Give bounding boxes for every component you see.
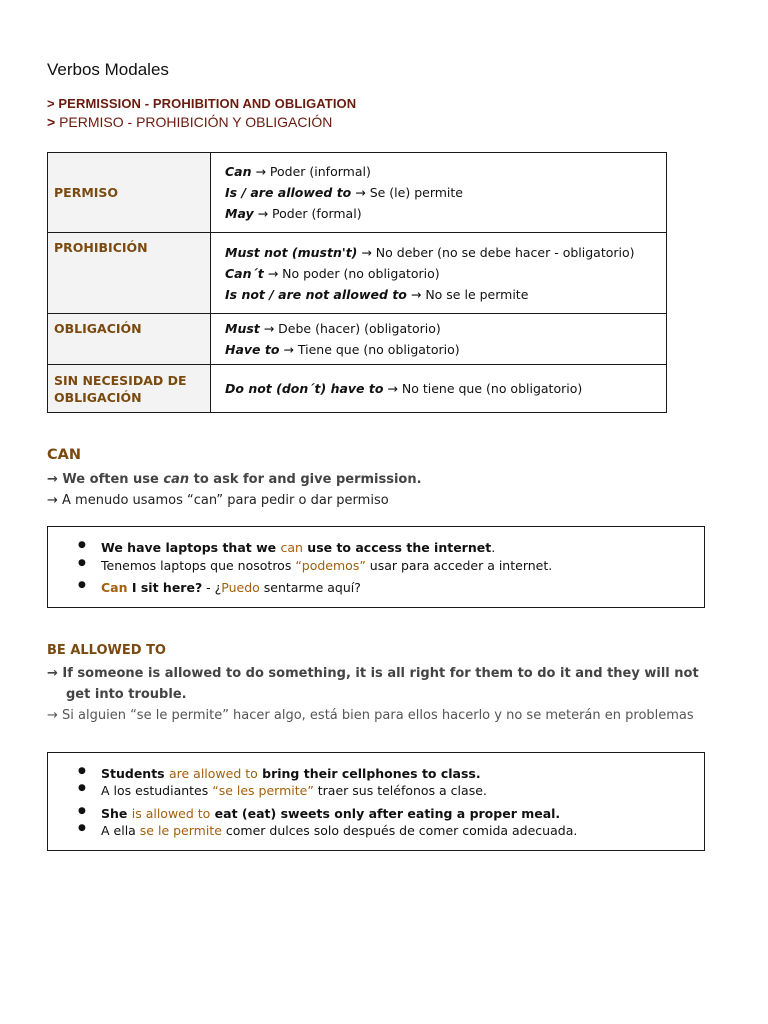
modal-meaning: → Debe (hacer) (obligatorio): [259, 321, 441, 336]
example-text: She: [101, 806, 132, 821]
example-text: usar para acceder a internet.: [365, 558, 553, 573]
table-line: [225, 161, 652, 182]
list-item: [48, 558, 552, 573]
table-description: [211, 314, 667, 365]
example-highlight: “se les permite”: [212, 783, 314, 798]
table-category: OBLIGACIÓN: [48, 314, 211, 365]
table-line: [225, 339, 652, 360]
example-text: bring their cellphones to class.: [257, 766, 481, 781]
allowed-explanation-en-line1: → If someone is allowed to do something, it is all right for them to do it and they will not: [47, 666, 699, 681]
table-line: [225, 182, 652, 203]
example-text: eat (eat) sweets only after eating a proper meal.: [210, 806, 561, 821]
modal-meaning: → Poder (informal): [251, 164, 371, 179]
modal-verbs-table: [47, 152, 667, 413]
modal-verb: Is / are allowed to: [225, 185, 352, 200]
modal-meaning: → No tiene que (no obligatorio): [383, 381, 583, 396]
can-explanation-es: → A menudo usamos “can” para pedir o dar permiso: [47, 493, 389, 508]
example-text: A ella: [101, 823, 140, 838]
subtitle-spanish-text: PERMISO - PROHIBICIÓN Y OBLIGACIÓN: [55, 114, 333, 130]
example-text: sentarme aquí?: [259, 580, 361, 595]
allowed-explanation-es: → Si alguien “se le permite” hacer algo, está bien para ellos hacerlo y no se meterán en problemas: [47, 708, 694, 723]
example-text: .: [491, 540, 496, 555]
table-line: [225, 378, 652, 399]
example-highlight: “podemos”: [295, 558, 366, 573]
example-text: We have laptops that we: [101, 540, 281, 555]
section-heading-be-allowed-to: BE ALLOWED TO: [47, 643, 166, 658]
example-highlight: are allowed to: [168, 766, 258, 781]
allowed-examples-box: [47, 752, 705, 851]
table-line: [225, 242, 652, 263]
allowed-explanation-en-line2: get into trouble.: [66, 687, 187, 702]
list-item: [48, 766, 481, 781]
modal-verb: Do not (don´t) have to: [225, 381, 384, 396]
example-text: use to access the internet: [302, 540, 492, 555]
example-text: traer sus teléfonos a clase.: [313, 783, 487, 798]
example-highlight: se le permite: [139, 823, 222, 838]
example-text: Students: [101, 766, 169, 781]
subtitle-english-marker: >: [47, 96, 55, 111]
subtitle-spanish-marker: >: [47, 114, 56, 130]
subtitle-spanish: [47, 114, 332, 130]
table-line: [225, 203, 652, 224]
example-highlight: can: [280, 540, 303, 555]
example-highlight: Can: [101, 580, 128, 595]
table-description: [211, 365, 667, 413]
modal-verb: May: [225, 206, 254, 221]
table-row-permiso: [48, 153, 667, 233]
modal-meaning: → Se (le) permite: [351, 185, 463, 200]
modal-meaning: → No deber (no se debe hacer - obligatorio): [357, 244, 635, 260]
list-item: [48, 540, 495, 555]
table-line: [225, 263, 652, 284]
table-row-obligacion: [48, 314, 667, 365]
table-line: [225, 318, 652, 339]
list-item: [48, 806, 560, 821]
table-row-prohibicion: [48, 233, 667, 314]
table-line: [225, 284, 652, 305]
table-category: SIN NECESIDAD DE OBLIGACIÓN: [48, 365, 211, 413]
table-category: PERMISO: [48, 153, 211, 233]
modal-verb: Have to: [225, 342, 280, 357]
table-description: [211, 233, 667, 314]
modal-verb: Must not (mustn't): [225, 244, 358, 260]
modal-meaning: → Poder (formal): [253, 206, 362, 221]
list-item: [48, 823, 577, 838]
list-item: [48, 783, 487, 798]
modal-meaning: → No se le permite: [406, 286, 529, 302]
modal-verb: Is not / are not allowed to: [225, 286, 407, 302]
modal-verb: Can´t: [225, 265, 264, 281]
list-item: [48, 580, 361, 595]
table-row-sin-necesidad: [48, 365, 667, 413]
modal-verb: Can: [225, 164, 252, 179]
subtitle-english: [47, 96, 356, 111]
table-category: PROHIBICIÓN: [48, 233, 211, 314]
can-examples-box: [47, 526, 705, 608]
example-text: A los estudiantes: [101, 783, 213, 798]
example-highlight: is allowed to: [131, 806, 211, 821]
can-explanation-en-end: to ask for and give permission.: [189, 472, 422, 487]
can-explanation-en: [47, 472, 422, 487]
example-highlight: Puedo: [221, 580, 260, 595]
can-explanation-en-keyword: can: [163, 472, 190, 487]
table-description: [211, 153, 667, 233]
example-text: I sit here?: [127, 580, 203, 595]
modal-verb: Must: [225, 321, 260, 336]
modal-meaning: → Tiene que (no obligatorio): [279, 342, 460, 357]
example-text: - ¿: [202, 580, 222, 595]
subtitle-english-text: PERMISSION - PROHIBITION AND OBLIGATION: [54, 96, 357, 111]
example-text: comer dulces solo después de comer comida adecuada.: [221, 823, 578, 838]
can-explanation-en-start: → We often use: [47, 472, 164, 487]
page-title: Verbos Modales: [47, 60, 169, 79]
example-text: Tenemos laptops que nosotros: [101, 558, 296, 573]
modal-meaning: → No poder (no obligatorio): [263, 265, 440, 281]
section-heading-can: CAN: [47, 447, 81, 463]
